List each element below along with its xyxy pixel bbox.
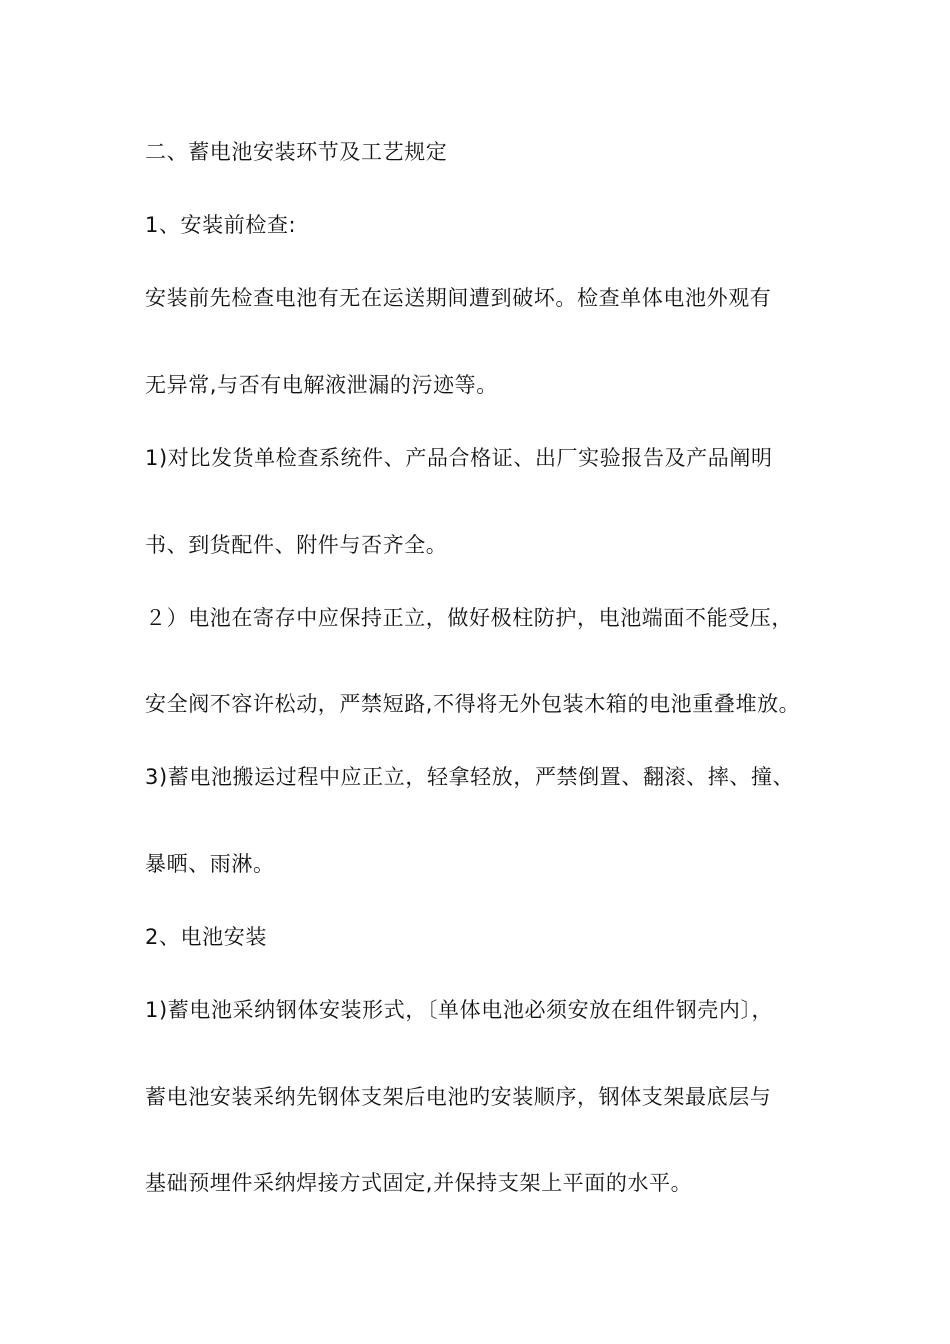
section-heading: 二、蓄电池安装环节及工艺规定 bbox=[145, 140, 448, 164]
list-item-line: 3)蓄电池搬运过程中应正立，轻拿轻放，严禁倒置、翻滚、摔、撞、 bbox=[145, 765, 795, 789]
subsection-heading-battery-install: 2、电池安装 bbox=[145, 925, 267, 949]
list-item-line: 暴晒、雨淋。 bbox=[145, 852, 275, 876]
list-item-line: ２）电池在寄存中应保持正立，做好极柱防护，电池端面不能受压， bbox=[145, 606, 793, 630]
paragraph-line: 安装前先检查电池有无在运送期间遭到破坏。检查单体电池外观有 bbox=[145, 286, 772, 310]
list-item-line: 蓄电池安装采纳先钢体支架后电池旳安装顺序，钢体支架最底层与 bbox=[145, 1085, 772, 1109]
list-item-line: 书、到货配件、附件与否齐全。 bbox=[145, 533, 448, 557]
list-item-line: 1)蓄电池采纳钢体安装形式，〔单体电池必须安放在组件钢壳内〕， bbox=[145, 998, 774, 1022]
list-item-line: 1)对比发货单检查系统件、产品合格证、出厂实验报告及产品阐明 bbox=[145, 446, 773, 470]
list-item-line: 基础预埋件采纳焊接方式固定,并保持支架上平面的水平。 bbox=[145, 1171, 693, 1195]
paragraph-line: 无异常,与否有电解液泄漏的污迹等。 bbox=[145, 373, 498, 397]
subsection-heading-pre-install-check: 1、安装前检查: bbox=[145, 213, 297, 237]
list-item-line: 安全阀不容许松动，严禁短路,不得将无外包装木箱的电池重叠堆放。 bbox=[145, 692, 801, 716]
